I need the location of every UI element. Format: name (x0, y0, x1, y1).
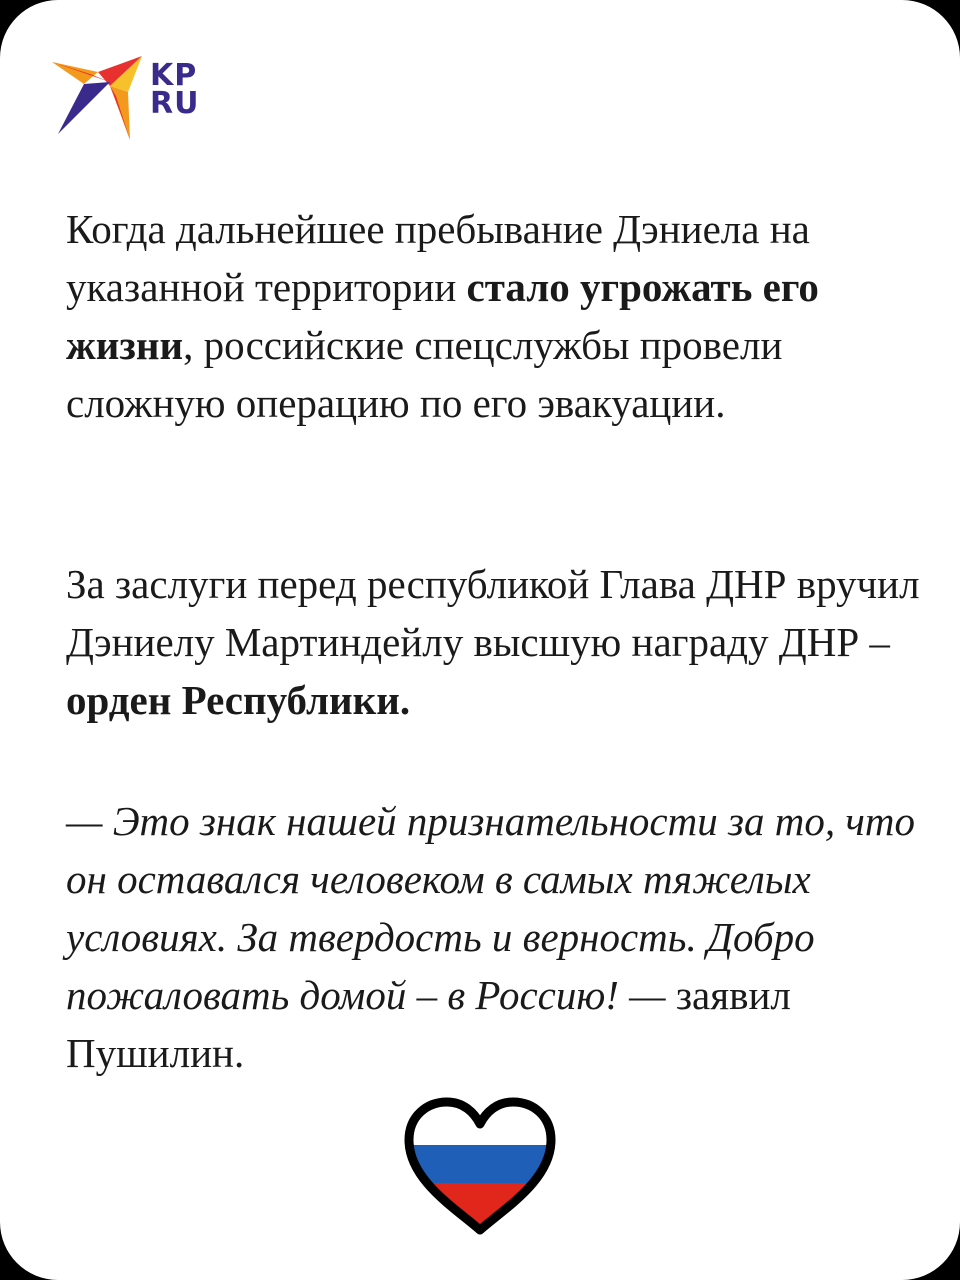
kp-ru-logo (50, 52, 230, 144)
russian-flag-heart-icon (395, 1090, 565, 1240)
paragraph1-text-b: , российские спецслужбы провели сложную операцию по его эвакуации. (66, 322, 783, 426)
paragraph1-bold: стало угрожать его жизни (66, 264, 819, 368)
paragraph2-text-a: За заслуги перед республикой Глава ДНР вручил Дэниелу Мартиндейлу высшую награду ДНР – (66, 561, 920, 665)
quote-attribution: заявил Пушилин. (66, 972, 791, 1076)
paragraph2-bold: орден Республики. (66, 677, 411, 723)
logo-text (150, 58, 222, 121)
paragraph-award (66, 555, 926, 729)
logo-text-kp: KP (150, 58, 198, 93)
logo-text-ru: RU (150, 86, 200, 121)
quote-text: — Это знак нашей признательности за то, что он оставался человеком в самых тяжелых условиях. За твердость и верность. Добро пожаловать домой – в Россию! — (66, 798, 915, 1018)
paragraph-quote (66, 792, 926, 1082)
paragraph-evacuation (66, 200, 926, 432)
swallow-bird-icon (50, 52, 150, 144)
paragraph1-text-a: Когда дальнейшее пребывание Дэниела на указанной территории (66, 206, 810, 310)
